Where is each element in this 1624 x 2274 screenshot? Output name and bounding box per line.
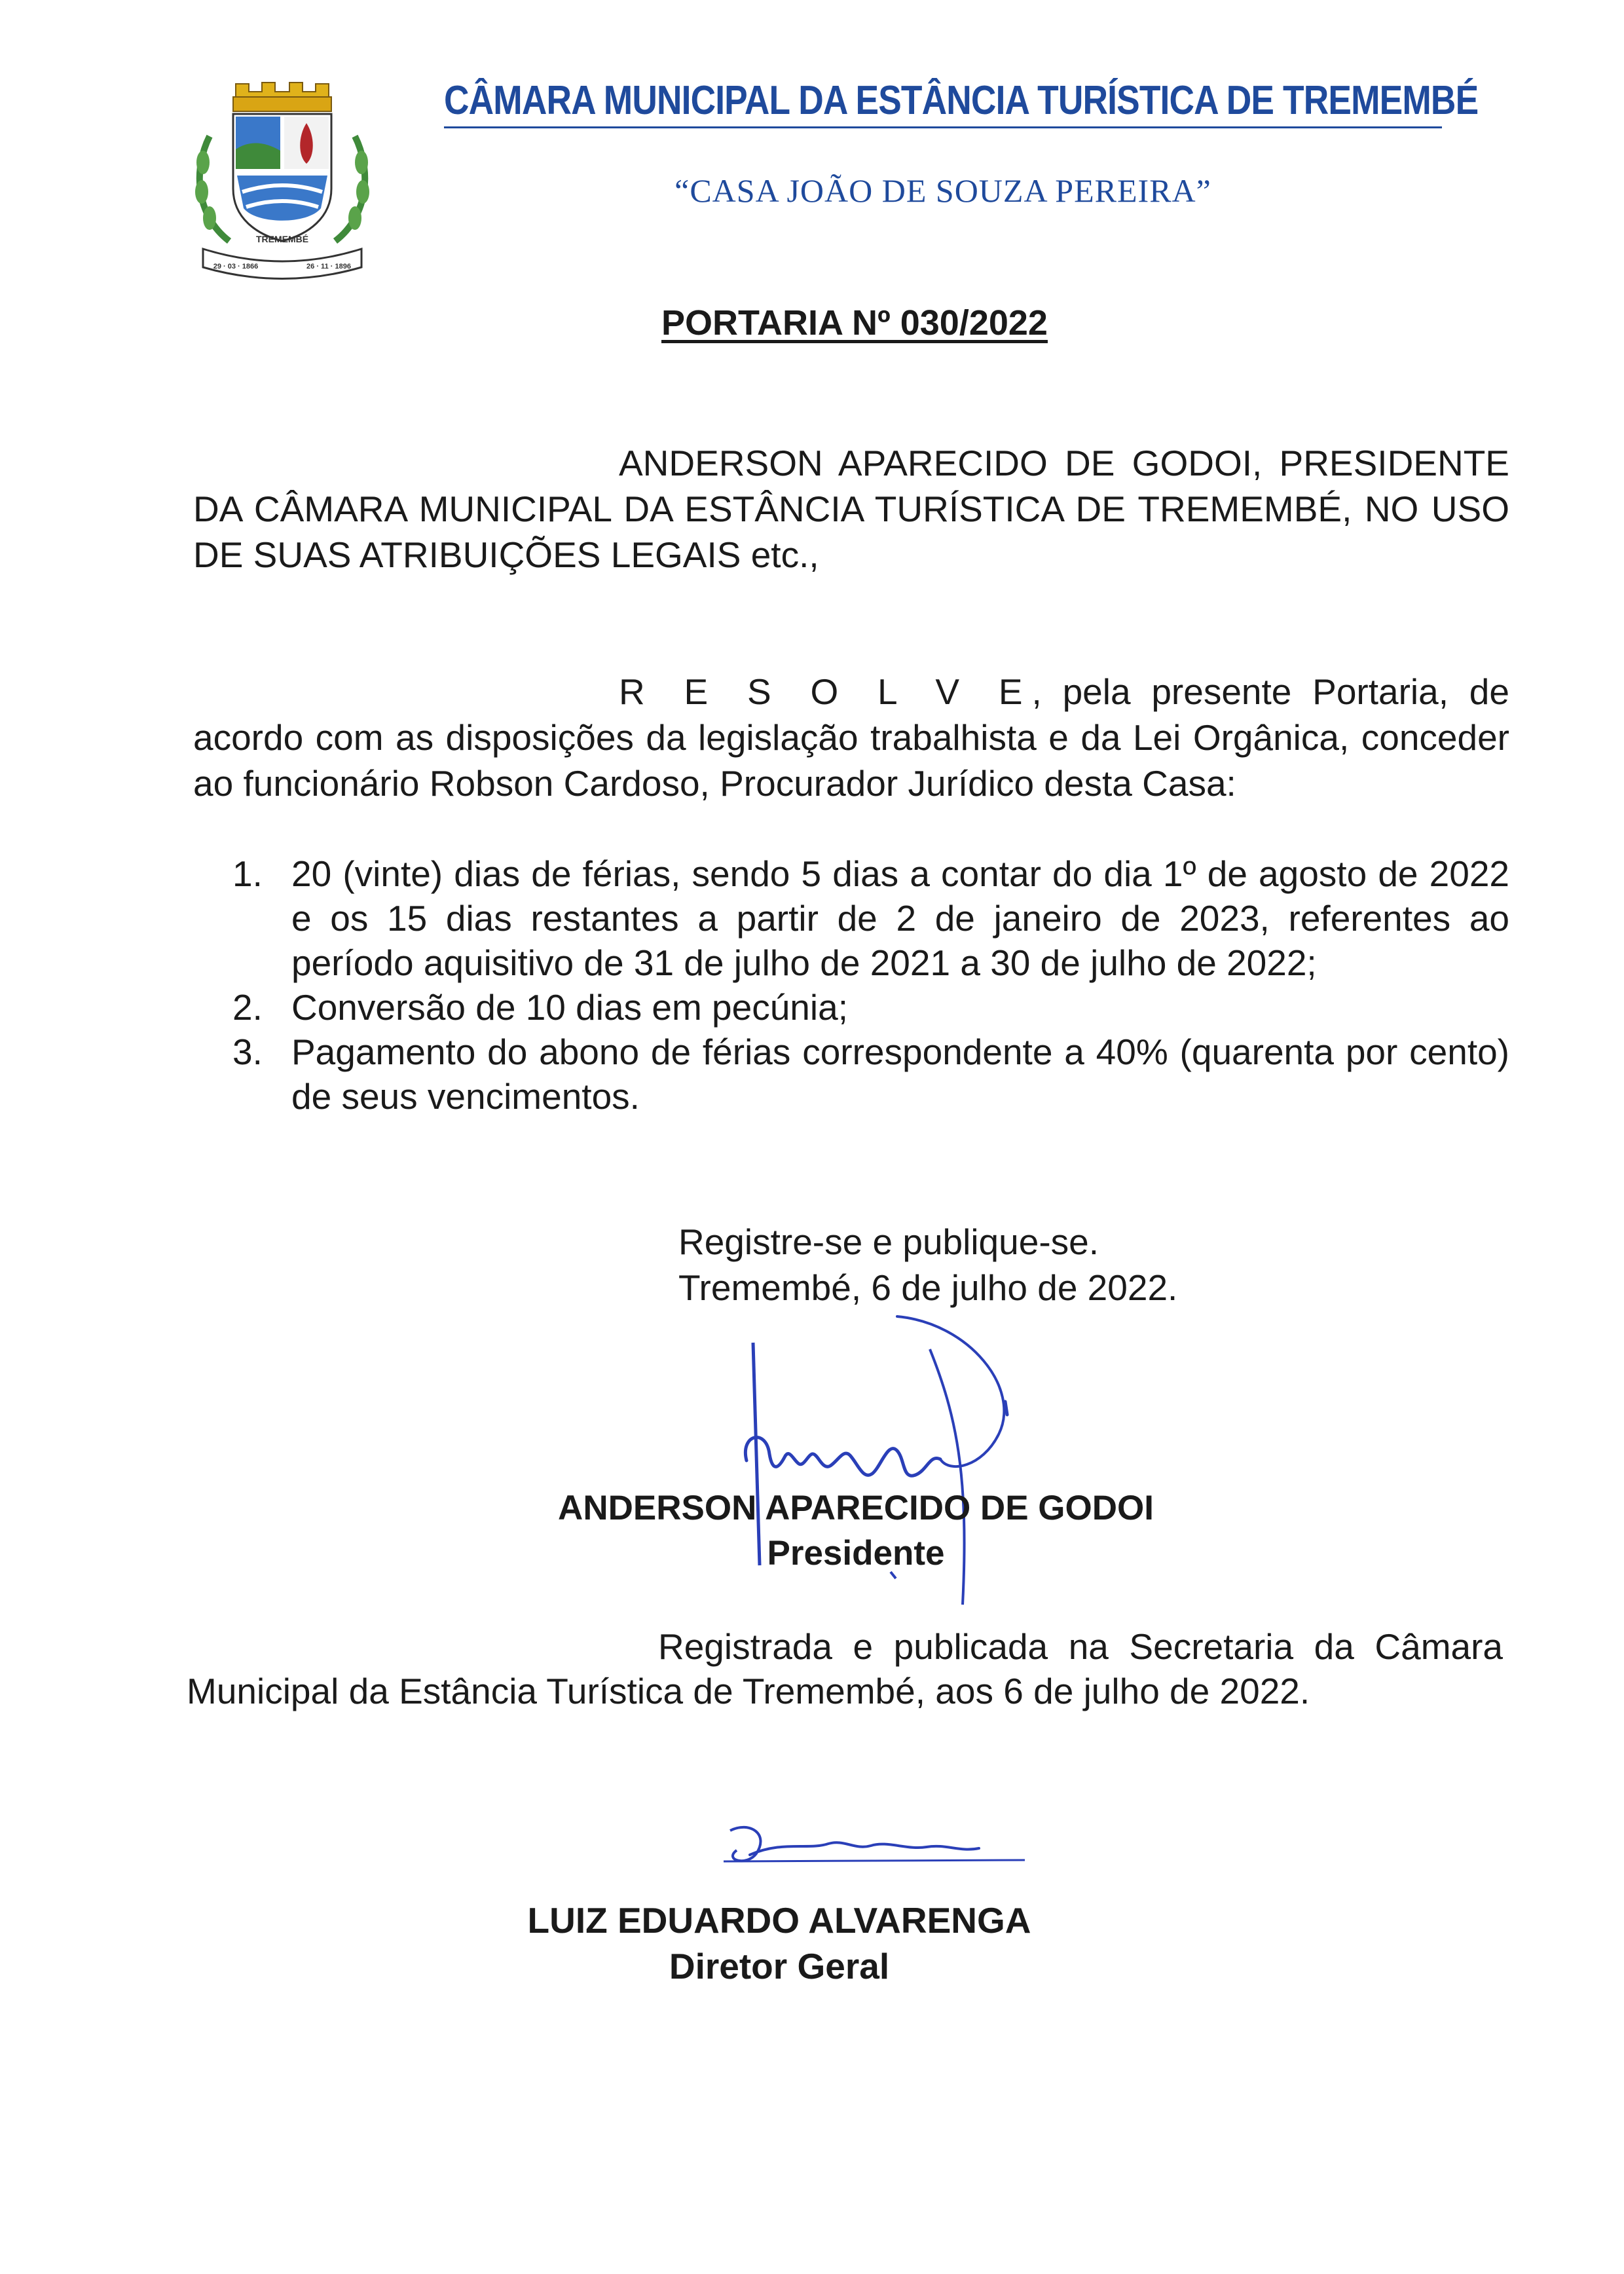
list-item — [232, 851, 1509, 985]
item-text: 20 (vinte) dias de férias, sendo 5 dias a contar do dia 1º de agosto de 2022 e os 15 dias restantes a partir de 2 de janeiro de 2023, referentes ao período aquisitivo de 31 de julho de 2021 a 30 de julho de 2022; — [291, 853, 1509, 983]
item-number: 3. — [232, 1032, 263, 1072]
president-name: ANDERSON APARECIDO DE GODOI — [558, 1489, 1154, 1527]
director-signature — [710, 1814, 1051, 1886]
intro-text: ANDERSON APARECIDO DE GODOI, PRESIDENTE DA CÂMARA MUNICIPAL DA ESTÂNCIA TURÍSTICA DE TREMEMBÉ, NO USO DE SUAS ATRIBUIÇÕES LEGAIS etc., — [193, 443, 1509, 575]
resolve-paragraph — [193, 669, 1509, 806]
document-title: PORTARIA Nº 030/2022 — [661, 303, 1048, 343]
crest-banner-text: TREMEMBÉ — [255, 234, 309, 244]
president-role: Presidente — [767, 1534, 945, 1573]
registration-text: Registrada e publicada na Secretaria da Câmara Municipal da Estância Turística de Tremembé, aos 6 de julho de 2022. — [187, 1626, 1503, 1711]
municipal-crest-icon — [190, 77, 375, 280]
resolve-keyword: R E S O L V E — [619, 671, 1032, 712]
register-line: Registre-se e publique-se. — [678, 1221, 1099, 1262]
header-rule — [444, 126, 1442, 128]
list-item — [232, 1030, 1509, 1119]
item-number: 1. — [232, 853, 263, 894]
director-name: LUIZ EDUARDO ALVARENGA — [527, 1900, 1031, 1941]
crest-date-left: 29 · 03 · 1866 — [213, 263, 259, 270]
item-number: 2. — [232, 987, 263, 1028]
director-role: Diretor Geral — [669, 1946, 890, 1986]
crest-date-right: 26 · 11 · 1896 — [306, 263, 351, 270]
registration-paragraph — [187, 1624, 1503, 1713]
list-item — [232, 985, 1509, 1030]
institution-name: CÂMARA MUNICIPAL DA ESTÂNCIA TURÍSTICA DE TREMEMBÉ — [444, 78, 1479, 123]
resolution-items — [232, 851, 1509, 1119]
item-text: Conversão de 10 dias em pecúnia; — [291, 987, 848, 1028]
item-text: Pagamento do abono de férias correspondente a 40% (quarenta por cento) de seus vencimentos. — [291, 1032, 1509, 1117]
place-date-line: Tremembé, 6 de julho de 2022. — [678, 1267, 1178, 1308]
intro-paragraph — [193, 440, 1509, 578]
resolve-text: , pela presente Portaria, de acordo com as disposições da legislação trabalhista e da Lei Orgânica, conceder ao funcionário Robson Cardoso, Procurador Jurídico desta Casa: — [193, 671, 1509, 804]
house-name: “CASA JOÃO DE SOUZA PEREIRA” — [674, 172, 1211, 209]
